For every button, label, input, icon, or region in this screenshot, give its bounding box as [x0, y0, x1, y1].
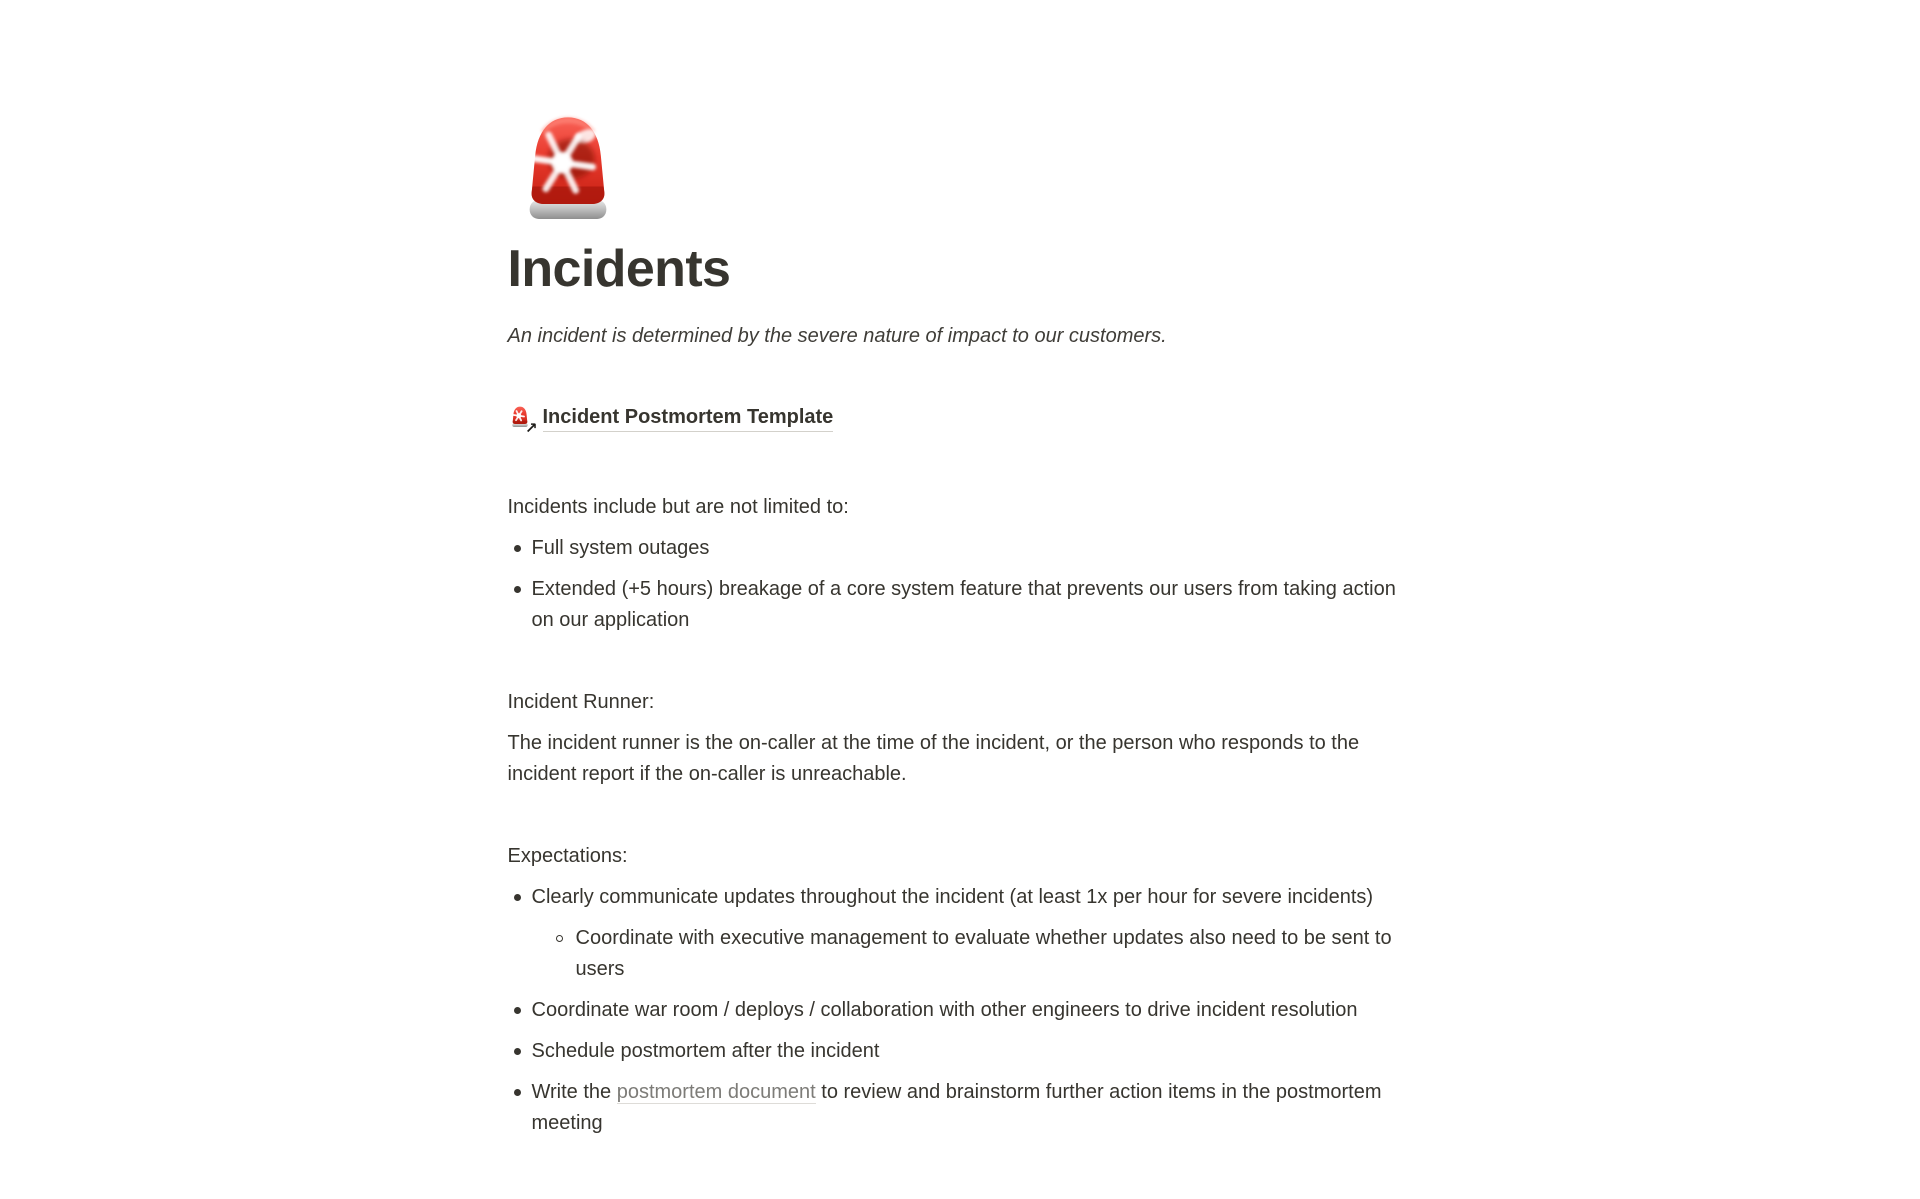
- empty-block: [508, 641, 1413, 682]
- list-item: [508, 1031, 1413, 1072]
- paragraph-runner-heading: Incident Runner:: [507, 690, 655, 713]
- bullet-icon: [514, 894, 521, 901]
- list-item-text: Clearly communicate updates throughout the incident (at least 1x per hour for severe incidents): [531, 885, 1374, 908]
- list-item-text: Extended (+5 hours) breakage of a core system feature that prevents our users from taking action on our application: [531, 577, 1396, 631]
- rotating-light-page-icon: [508, 405, 538, 437]
- bullet-icon: [514, 1048, 521, 1055]
- list-item: [508, 528, 1413, 569]
- postmortem-document-link[interactable]: postmortem document: [616, 1080, 816, 1103]
- list-item: [508, 1072, 1413, 1144]
- paragraph-runner-body: The incident runner is the on-caller at the time of the incident, or the person who responds to the incident report if the on-caller is unreachable.: [507, 731, 1360, 785]
- list-item-nested: [508, 918, 1413, 990]
- page-content-column: [508, 0, 1413, 1144]
- list-item-text: Coordinate war room / deploys / collaboration with other engineers to drive incident resolution: [531, 998, 1358, 1021]
- include-bullet-list: [508, 528, 1413, 641]
- incident-postmortem-template-link[interactable]: [508, 403, 834, 437]
- rotating-light-emoji-icon[interactable]: [508, 108, 628, 230]
- list-item: [508, 877, 1413, 918]
- template-link-label: Incident Postmortem Template: [543, 403, 834, 432]
- page-title: Incidents: [507, 240, 731, 298]
- list-item-text: Coordinate with executive management to evaluate whether updates also need to be sent to users: [575, 926, 1392, 980]
- template-link-block: [508, 398, 1413, 446]
- list-item-text: Full system outages: [531, 536, 710, 559]
- bullet-icon: [514, 586, 521, 593]
- empty-block: [508, 795, 1413, 836]
- bullet-hollow-icon: [556, 935, 563, 942]
- list-item: [508, 569, 1413, 641]
- empty-block: [508, 446, 1413, 487]
- bullet-icon: [514, 1089, 521, 1096]
- list-item: [508, 990, 1413, 1031]
- paragraph-expectations-heading: Expectations:: [507, 844, 628, 867]
- arrow-up-right-icon: ↗: [524, 419, 538, 437]
- bullet-icon: [514, 545, 521, 552]
- list-item-text-after: to review and brainstorm further action items in the postmortem meeting: [531, 1080, 1382, 1134]
- list-item-text: Schedule postmortem after the incident: [531, 1039, 880, 1062]
- bullet-icon: [514, 1007, 521, 1014]
- paragraph-include-intro: Incidents include but are not limited to:: [507, 495, 849, 518]
- list-item-text-before: Write the: [531, 1080, 617, 1103]
- page-subtitle: An incident is determined by the severe nature of impact to our customers.: [507, 325, 1167, 347]
- empty-block: [508, 357, 1413, 398]
- expectations-bullet-list: [508, 877, 1413, 1144]
